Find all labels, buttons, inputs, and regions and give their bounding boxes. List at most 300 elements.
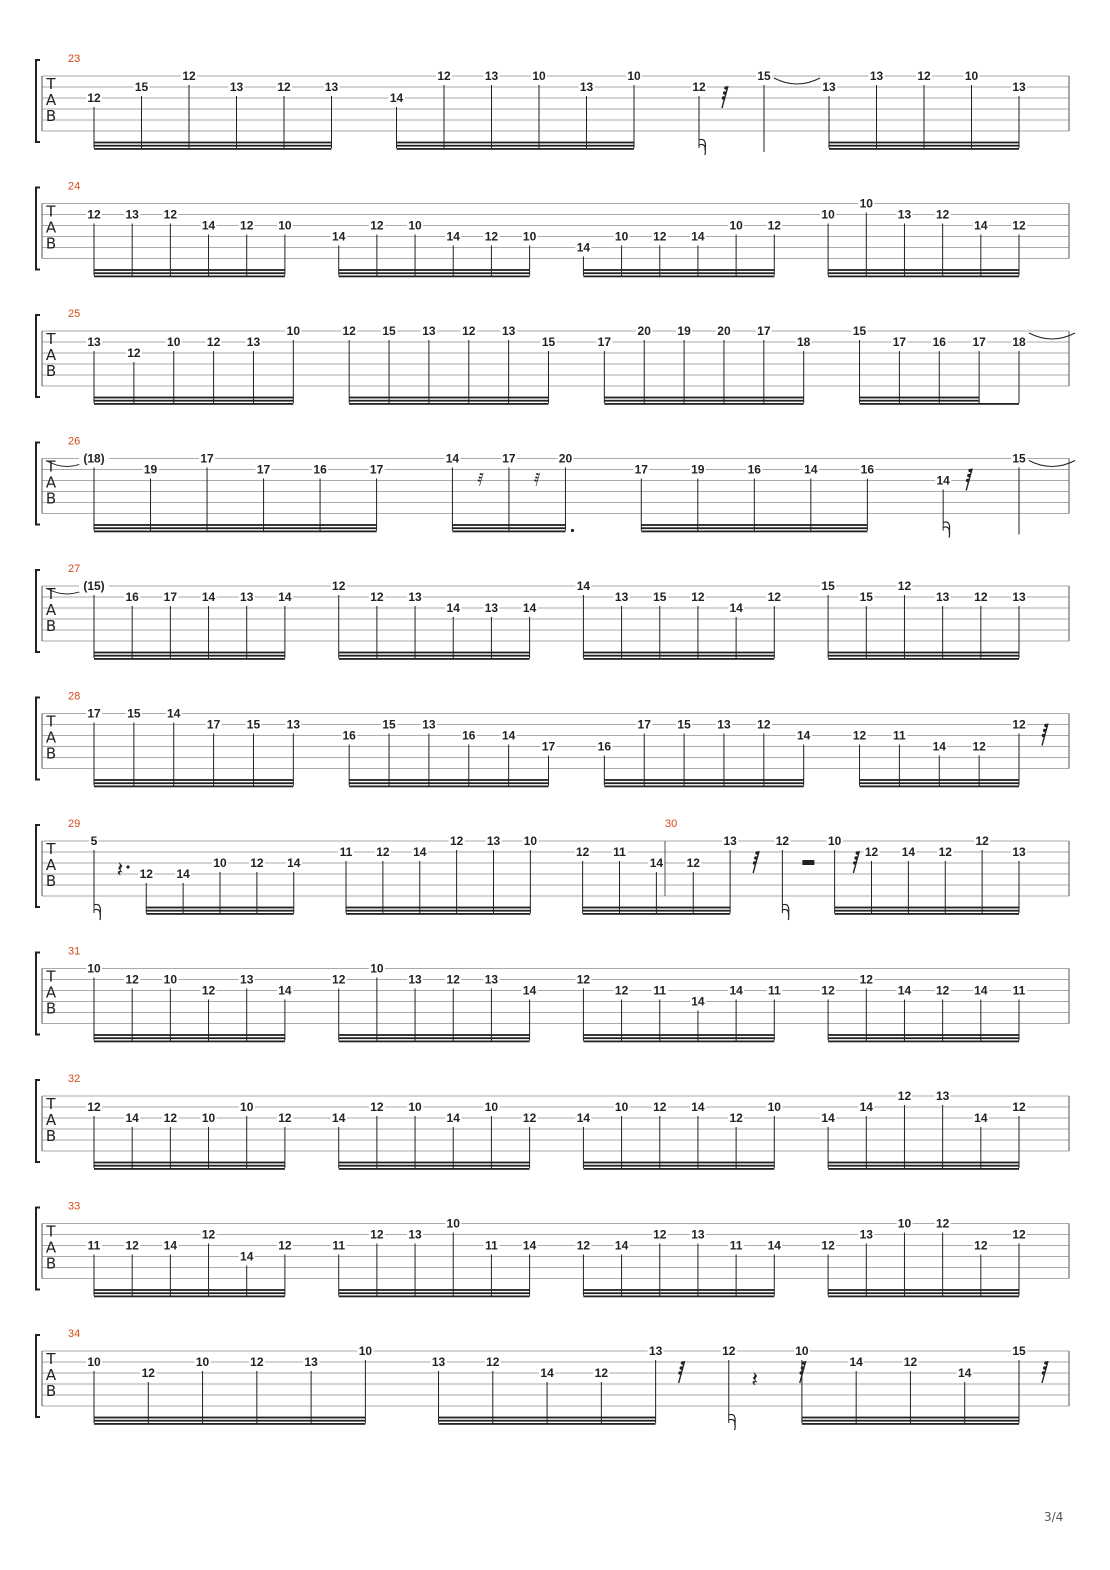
fret-number: 16: [462, 728, 476, 743]
system-bracket: [36, 60, 40, 142]
fret-number: 10: [627, 69, 641, 83]
fret-number: 14: [163, 1238, 178, 1253]
note-beam: [339, 276, 530, 278]
fret-number: 12: [576, 972, 591, 987]
tab-system: [36, 1073, 1069, 1170]
note-beam: [828, 652, 1019, 654]
fret-number: 13: [822, 80, 836, 94]
fret-number: 12: [686, 856, 700, 870]
fret-number: 12: [278, 1238, 292, 1253]
note-beam: [94, 524, 377, 526]
fret-number: 16: [860, 462, 875, 477]
fret-number: 17: [256, 462, 271, 477]
note-beam: [860, 397, 980, 399]
note-beam: [339, 1037, 530, 1039]
rest-32nd: 𝅀: [533, 469, 541, 490]
rest-32nd-dot: [753, 861, 757, 865]
fret-number: 11: [332, 1238, 346, 1253]
fret-number: 14: [897, 983, 912, 998]
fret-number: 11: [653, 983, 667, 998]
fret-number: 10: [827, 834, 842, 848]
note-beam: [94, 779, 293, 781]
fret-number: 13: [408, 590, 422, 604]
fret-number: 12: [449, 834, 464, 848]
note-beam: [828, 1292, 1019, 1294]
fret-number: 12: [935, 983, 950, 998]
fret-number: 14: [691, 994, 705, 1009]
tab-clef-letter: T: [46, 712, 56, 731]
fret-number: 14: [821, 1111, 835, 1125]
fret-number: 14: [691, 1100, 705, 1114]
fret-number: 14: [522, 601, 537, 615]
note-beam: [828, 276, 1019, 278]
note-beam: [94, 148, 332, 150]
fret-number: 20: [717, 324, 731, 338]
fret-number: 15: [677, 717, 691, 732]
fret-number: 12: [127, 346, 141, 360]
fret-number: 13: [408, 972, 422, 987]
tab-clef-letter: T: [46, 75, 56, 93]
tab-clef-letter: T: [46, 457, 56, 476]
rest-32nd: 𝅀: [477, 469, 484, 490]
fret-number: 14: [649, 856, 664, 870]
beam-group: [575, 973, 782, 1043]
fret-number: 17: [892, 335, 907, 349]
fret-number: 12: [342, 324, 356, 338]
measure-number: 29: [68, 818, 81, 830]
fret-number: 17: [163, 590, 178, 604]
fret-number: 14: [974, 983, 988, 998]
note-beam: [94, 403, 293, 405]
fret-number: 12: [767, 218, 781, 233]
fret-number: 17: [972, 335, 986, 349]
note-beam: [94, 1168, 285, 1170]
tab-clef-letter: B: [45, 1254, 57, 1273]
fret-number: 17: [87, 706, 101, 721]
fret-number: 12: [935, 1216, 950, 1231]
note-beam: [583, 913, 731, 915]
note-beam: [94, 145, 332, 147]
fret-number: 10: [167, 335, 181, 349]
note-beam: [829, 148, 1019, 150]
tab-clef-letter: T: [46, 840, 56, 858]
rest-32nd-dot: [1044, 724, 1048, 728]
fret-number: 12: [917, 69, 931, 83]
fret-number: 12: [125, 1238, 139, 1253]
fret-number: 13: [229, 80, 244, 94]
system-bracket: [36, 825, 40, 907]
fret-number: 14: [932, 739, 946, 754]
fret-number: 12: [1012, 218, 1026, 233]
fret-number: 14: [413, 845, 427, 859]
note-beam: [94, 1162, 285, 1164]
fret-number: 12: [370, 218, 384, 233]
fret-number: 13: [484, 69, 499, 83]
note-beam: [583, 1162, 774, 1164]
fret-number: 14: [974, 1111, 988, 1125]
fret-number: 13: [431, 1355, 446, 1369]
note-beam: [583, 1165, 774, 1167]
fret-number: 14: [201, 218, 216, 233]
fret-number: (15): [83, 579, 105, 593]
beam-group: [721, 1344, 806, 1430]
system-bracket: [36, 188, 40, 270]
fret-number: 13: [648, 1344, 663, 1358]
fret-number: 14: [522, 983, 537, 998]
fret-number: 14: [767, 1238, 781, 1253]
fret-number: 12: [486, 1355, 500, 1369]
note-beam: [860, 786, 1019, 788]
note-beam: [828, 1289, 1019, 1291]
note-beam: [583, 658, 774, 660]
fret-number: 14: [729, 601, 743, 615]
rest-32nd-dot: [1043, 729, 1047, 733]
note-beam: [397, 145, 635, 147]
tab-clef-letter: B: [45, 234, 57, 253]
fret-number: 14: [522, 1238, 537, 1253]
fret-number: 14: [278, 983, 292, 998]
tab-clef-letter: A: [45, 91, 57, 109]
fret-number: 14: [859, 1100, 873, 1114]
note-beam: [583, 655, 774, 657]
rest-32nd-dot: [802, 1361, 806, 1365]
rest-32nd-dot: [1042, 734, 1046, 738]
fret-number: 12: [729, 1111, 743, 1125]
fret-number: 12: [864, 845, 879, 859]
fret-number: 19: [677, 324, 691, 338]
fret-number: 14: [958, 1366, 972, 1380]
system-bracket: [36, 953, 40, 1035]
fret-number: 10: [614, 229, 629, 244]
fret-number: 12: [852, 728, 867, 743]
fret-number: 17: [502, 451, 516, 466]
fret-number: 12: [821, 1238, 835, 1253]
note-beam: [94, 142, 332, 144]
fret-number: 10: [523, 834, 538, 848]
note-beam: [439, 1423, 656, 1425]
note-beam: [349, 782, 548, 784]
fret-number: 12: [576, 1238, 591, 1253]
tab-clef-letter: B: [45, 1382, 57, 1400]
note-beam: [860, 779, 1019, 781]
fret-number: 10: [614, 1100, 629, 1114]
fret-number: 12: [653, 229, 667, 244]
tab-clef-letter: A: [45, 983, 57, 1002]
note-beam: [94, 658, 285, 660]
fret-number: 12: [692, 80, 706, 94]
fret-number: 14: [332, 1111, 346, 1125]
fret-number: 14: [849, 1355, 863, 1369]
note-beam: [94, 782, 293, 784]
fret-number: 13: [935, 590, 950, 604]
fret-number: 14: [176, 867, 190, 881]
tab-clef-letter: B: [45, 362, 57, 380]
fret-number: 16: [125, 590, 139, 604]
fret-number: 12: [653, 1227, 667, 1242]
fret-number: 13: [422, 717, 436, 732]
rest-32nd-dot: [681, 1361, 685, 1365]
note-beam: [339, 658, 530, 660]
fret-number: 5: [90, 834, 98, 848]
fret-number: 19: [143, 462, 158, 477]
tab-clef-letter: A: [45, 856, 57, 874]
fret-number: 13: [324, 80, 339, 94]
fret-number: 10: [795, 1344, 809, 1358]
fret-number: 13: [240, 590, 254, 604]
rest-32nd-dot: [722, 96, 726, 100]
fret-number: 12: [332, 579, 346, 593]
fret-number: 12: [125, 972, 139, 987]
fret-number: 14: [901, 845, 916, 859]
note-beam: [829, 142, 1019, 144]
tab-clef-letter: A: [45, 1238, 57, 1257]
fret-number: 12: [446, 972, 460, 987]
system-bracket: [36, 1080, 40, 1162]
fret-number: 14: [446, 601, 460, 615]
rest-32nd-dot: [968, 469, 972, 473]
fret-number: 15: [757, 69, 771, 83]
measure-number: 33: [68, 1200, 81, 1213]
tab-system: [36, 563, 1069, 660]
note-beam: [339, 1289, 530, 1291]
note-beam: [94, 1423, 365, 1425]
fret-number: 15: [127, 706, 141, 721]
rest-32nd-dot: [678, 1371, 682, 1375]
note-beam: [94, 527, 377, 529]
note-beam: [339, 1041, 530, 1043]
fret-number: 13: [897, 207, 912, 222]
note-beam: [94, 786, 293, 788]
fret-number: 10: [87, 1355, 101, 1369]
rest-32nd-dot: [1042, 1371, 1046, 1375]
note-beam: [94, 1296, 285, 1298]
fret-number: 13: [87, 335, 101, 349]
fret-number: 14: [278, 590, 292, 604]
note-beam: [397, 148, 635, 150]
note-beam: [94, 1037, 285, 1039]
note-beam: [349, 403, 548, 405]
fret-number: 10: [532, 69, 546, 83]
beam-group: [86, 1100, 293, 1170]
fret-number: 10: [964, 69, 979, 83]
note-beam: [604, 397, 803, 399]
fret-number: 14: [240, 1249, 254, 1264]
note-beam: [339, 1165, 530, 1167]
fret-number: 12: [87, 1100, 101, 1114]
note-beam: [339, 1292, 530, 1294]
tab-system: [36, 181, 1069, 278]
note-beam: [339, 1296, 530, 1298]
system-bracket: [36, 1335, 40, 1417]
fret-number: 12: [1012, 1100, 1026, 1114]
fret-number: 14: [936, 473, 950, 488]
fret-number: 14: [974, 218, 988, 233]
fret-number: 15: [541, 335, 556, 349]
rest-half: [802, 860, 814, 865]
fret-number: 12: [757, 717, 771, 732]
note-beam: [802, 1420, 1019, 1422]
fret-number: 17: [369, 462, 384, 477]
fret-number: 17: [757, 324, 771, 338]
fret-number: 14: [691, 229, 705, 244]
tab-clef-letter: B: [45, 1127, 57, 1145]
fret-number: 10: [729, 218, 743, 233]
fret-number: 12: [897, 1089, 912, 1103]
note-beam: [604, 786, 803, 788]
fret-number: 12: [277, 80, 291, 94]
fret-number: 12: [87, 207, 101, 222]
tab-clef-letter: B: [45, 999, 57, 1018]
fret-number: 14: [167, 706, 181, 721]
note-beam: [94, 397, 293, 399]
fret-number: 12: [332, 972, 346, 987]
rest-32nd-dot: [1043, 1366, 1047, 1370]
tie-arc: [774, 78, 820, 84]
fret-number: 10: [213, 856, 227, 870]
fret-number: 17: [206, 717, 221, 732]
fret-number: 11: [729, 1238, 743, 1253]
fret-number: 12: [278, 1111, 292, 1125]
fret-number: 12: [376, 845, 390, 859]
note-beam: [146, 907, 294, 909]
fret-number: 15: [852, 324, 867, 338]
fret-number: 12: [163, 1111, 178, 1125]
fret-number: 15: [859, 590, 873, 604]
rest-32nd-dot: [680, 1366, 684, 1370]
fret-number: 12: [250, 856, 264, 870]
fret-number: 13: [240, 972, 254, 987]
rest-32nd-dot: [966, 479, 970, 483]
fret-number: 10: [821, 207, 835, 222]
fret-number: 16: [747, 462, 761, 477]
fret-number: 10: [370, 961, 384, 976]
fret-number: 12: [1012, 717, 1026, 732]
beam-group: [852, 718, 1048, 788]
fret-number: 13: [1012, 845, 1026, 859]
note-beam: [828, 655, 1019, 657]
note-beam: [583, 1289, 774, 1291]
note-beam: [339, 1168, 530, 1170]
note-beam: [860, 400, 980, 402]
fret-number: 12: [821, 983, 835, 998]
fret-number: 14: [804, 462, 818, 477]
rest-32nd-dot: [755, 851, 759, 855]
fret-number: 12: [462, 324, 476, 338]
note-beam: [346, 913, 530, 915]
note-beam: [339, 272, 530, 274]
note-beam: [641, 524, 867, 526]
note-beam: [583, 910, 731, 912]
fret-number: 10: [446, 1216, 460, 1231]
note-beam: [94, 400, 293, 402]
rest-32nd-dot: [1044, 1361, 1048, 1365]
note-beam: [835, 913, 1019, 915]
note-beam: [829, 145, 1019, 147]
fret-number: 10: [408, 218, 422, 233]
fret-number: 10: [859, 196, 873, 211]
note-beam: [94, 1165, 285, 1167]
rest-32nd-dot: [754, 856, 758, 860]
fret-number: 12: [437, 69, 451, 83]
fret-number: 12: [141, 1366, 155, 1380]
tab-system: [36, 1328, 1069, 1430]
rest-32nd-dot: [856, 851, 860, 855]
note-beam: [828, 272, 1019, 274]
fret-number: 18: [797, 335, 811, 349]
fret-number: 10: [195, 1355, 210, 1369]
note-beam: [583, 1037, 774, 1039]
fret-number: 11: [767, 983, 781, 998]
note-beam: [835, 907, 1019, 909]
fret-number: 14: [797, 728, 811, 743]
fret-number: 13: [246, 335, 261, 349]
note-beam: [828, 1037, 1019, 1039]
fret-number: 12: [575, 845, 590, 859]
tab-clef-letter: B: [45, 744, 57, 763]
note-beam: [397, 142, 635, 144]
tab-clef-letter: T: [46, 330, 56, 348]
note-beam: [583, 652, 774, 654]
note-beam: [94, 1041, 285, 1043]
note-beam: [583, 272, 774, 274]
beam-group: [756, 69, 820, 152]
fret-number: 10: [87, 961, 101, 976]
fret-number: 17: [597, 335, 612, 349]
beam-group: [596, 718, 811, 788]
fret-number: 19: [691, 462, 705, 477]
fret-number: 14: [389, 91, 404, 105]
note-beam: [349, 779, 548, 781]
tab-system: [36, 308, 1075, 405]
fret-number: 10: [767, 1100, 781, 1114]
note-beam: [452, 527, 565, 529]
fret-number: 13: [859, 1227, 873, 1242]
note-beam: [146, 910, 294, 912]
measure-number: 27: [68, 563, 81, 575]
fret-number: 10: [240, 1100, 254, 1114]
fret-number: 14: [332, 229, 346, 244]
fret-number: 15: [382, 717, 396, 732]
note-beam: [439, 1417, 656, 1419]
fret-number: 13: [723, 834, 737, 848]
tab-system: [36, 691, 1069, 788]
fret-number: 13: [1012, 80, 1026, 94]
fret-number: 12: [163, 207, 178, 222]
fret-number: 15: [1012, 451, 1026, 466]
note-beam: [860, 782, 1019, 784]
note-beam: [452, 531, 565, 533]
tab-clef-letter: A: [45, 728, 57, 747]
note-beam: [802, 1423, 1019, 1425]
fret-number: 12: [484, 229, 499, 244]
fret-number: 12: [767, 590, 781, 604]
note-beam: [346, 910, 530, 912]
fret-number: 12: [139, 867, 153, 881]
fret-number: 10: [286, 324, 301, 338]
rest-32nd-dot: [801, 1366, 805, 1370]
note-beam: [94, 276, 285, 278]
tab-clef-letter: B: [45, 489, 57, 508]
rest-32nd-dot: [854, 856, 858, 860]
measure-number: 31: [68, 945, 81, 958]
beam-group: [90, 834, 130, 920]
rest-32nd-dot: [724, 86, 728, 90]
fret-number: 14: [540, 1366, 554, 1380]
note-beam: [828, 269, 1019, 271]
tab-clef-letter: B: [45, 107, 57, 125]
fret-number: 11: [485, 1238, 498, 1253]
fret-number: 10: [484, 1100, 499, 1114]
